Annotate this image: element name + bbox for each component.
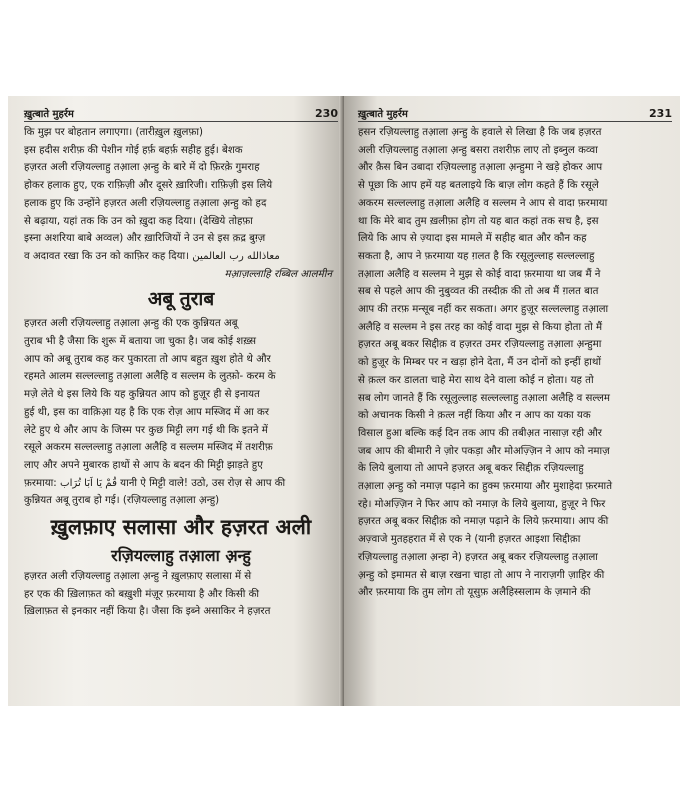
text-line: हज़रत अबू बकर सिद्दीक़ को नमाज़ पढ़ाने के लिये फ़रमाया। आप की: [358, 516, 609, 528]
text-line: अज़्वाजे मुतहहरात में से एक ने (यानी हज़रत आइशा सिद्दीक़ा: [358, 534, 581, 546]
text-line: रसूले अकरम सल्लल्लाहु तआ़ला अलैहि व सल्लम मस्जिद में तशरीफ़: [24, 442, 273, 454]
section-heading-abu-turab: अबू तुराब: [147, 288, 215, 311]
text-line: था कि मेरे बाद तुम ख़लीफ़ा होग तो यह बात कहां तक सच है, इस: [358, 215, 599, 227]
text-line: रहे। मोअज़्ज़िन ने फिर आप को नमाज़ के लिये बुलाया, हुज़ूर ने फिर: [358, 498, 606, 510]
text-line: और क़ैस बिन उबादा रज़ियल्लाहु तआ़ला अ़न्हुमा ने खड़े होकर आप: [358, 162, 603, 174]
text-line: रहमते आलम सल्लल्लाहु तआ़ला अलैहि व सल्लम के लुत्फ़ो- करम के: [24, 371, 276, 383]
section-heading-khulafa: ख़ुलफ़ाए सलासा और हज़रत अली: [50, 515, 312, 540]
text-line: अ़न्हु को इमामत से बाज़ रखना चाहा तो आप ने नाराज़गी ज़ाहिर की: [358, 569, 605, 581]
right-page-header: [358, 106, 672, 122]
text-line: आप की तरफ़ मन्सूब नहीं कर सकता। अगर हुज़ूर सल्लल्लाहु तआ़ला: [358, 304, 609, 316]
text-line: तुराब भी है जैसा कि शुरू में बताया जा चुका है। जब कोई शख़्स: [24, 336, 256, 348]
text-line: हर एक की ख़िलाफ़त को बख़ुशी मंज़ूर फ़रमाया है और किसी की: [24, 588, 260, 600]
text-line: अलैहि व सल्लम ने इस तरह का कोई वादा मुझ से किया होता तो मैं: [358, 321, 603, 333]
text-line: लाए और अपने मुबारक हाथों से आप के बदन की मिट्टी झाड़ते हुए: [24, 459, 263, 471]
text-line: हज़रत अबू बकर सिद्दीक़ व हज़रत उमर रज़ियल्लाहु तआ़ला अ़न्हुमा: [358, 339, 602, 351]
section-subheading: रज़ियल्लाहु तआ़ला अ़न्हु: [111, 546, 251, 566]
open-book: [8, 96, 680, 706]
right-text-block: [358, 124, 672, 602]
text-line: मज़े लेते थे इस लिये कि यह कुन्नियत आप को हुज़ूर ही से इनायत: [24, 389, 260, 401]
text-line: इस हदीस शरीफ़ की पेशीन गोई हर्फ़ बहर्फ़ सहीह हुई। बेशक: [24, 144, 243, 156]
left-page-header: [24, 106, 338, 122]
text-line: होकर हलाक हुए, एक राफ़िज़ी और दूसरे ख़ारिजी। राफ़िज़ी इस लिये: [24, 180, 273, 192]
text-line: हसन रज़ियल्लाहु तआ़ला अ़न्हु के हवाले से लिखा है कि जब हज़रत: [358, 127, 602, 138]
text-line: कि मुझ पर बोहतान लगाएगा। (तारीख़ुल ख़ुलफ़ा): [24, 127, 203, 138]
text-line: कुन्नियत अबू तुराब हो गई। (रज़ियल्लाहु तआ़ला अ़न्हु): [24, 495, 220, 507]
text-line: सकता है, आप ने फ़रमाया यह ग़लत है कि रसूलुल्लाह सल्लल्लाहु: [358, 250, 595, 262]
text-line: सब से पहले आप की नुबुव्वत की तस्दीक़ की तो अब मैं ग़लत बात: [358, 286, 599, 298]
text-line: आप को अबू तुराब कह कर पुकारता तो आप बहुत ख़ुश होते थे और: [24, 353, 271, 365]
right-page-number: 231: [649, 107, 672, 120]
attribution-line: मआ़ज़ल्लाहि रब्बिल आलमीन: [224, 268, 332, 280]
text-line: को अचानक किसी ने क़त्ल नहीं किया और न आप का यका यक: [358, 410, 591, 422]
right-header-title: ख़ुत्बाते मुहर्रम: [358, 109, 408, 120]
text-line: व अदावत रखा कि उन को काफ़िर कह दिया। معاذالله رب العالمین: [24, 250, 280, 262]
text-line: अकरम सल्लल्लाहु तआ़ला अलैहि व सल्लम ने आप से वादा फ़रमाया: [358, 197, 608, 209]
text-line: तआ़ला अलैहि व सल्लम ने मुझ से कोई वादा फ़रमाया था जब मैं ने: [358, 268, 601, 280]
left-text-block-b: [24, 315, 338, 510]
text-line: लिये कि आप से ज़्यादा इस मामले में सहीह बात और कौन कह: [358, 233, 587, 245]
text-line: से क़त्ल कर डालता चाहे मेरा साथ देने वाला कोई न होता। यह तो: [358, 374, 594, 386]
right-page: [344, 96, 680, 706]
text-line: और फ़रमाया कि तुम लोग तो यूसुफ़ अलैहिस्सलाम के ज़माने की: [358, 587, 591, 599]
text-line: इस्ना अशरिया बाबे अव्वल) और ख़ारिजियों ने उन से इस क़द्र बुग़्ज़: [24, 233, 266, 245]
left-page: [8, 96, 344, 706]
text-line: जब आप की बीमारी ने ज़ोर पकड़ा और मोअज़्ज़िन ने आप को नमाज़: [358, 445, 610, 457]
text-line: हज़रत अली रज़ियल्लाहु तआ़ला अ़न्हु के बारे में दो फ़िरक़े गुमराह: [24, 162, 260, 174]
text-line: के लिये बुलाया तो आपने हज़रत अबू बकर सिद्दीक़ रज़ियल्लाहु: [358, 463, 584, 475]
text-line: रज़ियल्लाहु तआ़ला अ़न्हा ने) हज़रत अबू बकर रज़ियल्लाहु तआ़ला: [358, 551, 598, 563]
text-line: सब लोग जानते हैं कि रसूलुल्लाह सल्लल्लाहु तआ़ला अलैहि व सल्लम: [358, 392, 610, 404]
text-line: अली रज़ियल्लाहु तआ़ला अ़न्हु बसरा तशरीफ़ लाए तो इब्नुल कव्वा: [358, 144, 598, 156]
text-line: हज़रत अली रज़ियल्लाहु तआ़ला अ़न्हु की एक कुन्नियत अबू: [24, 318, 238, 330]
left-text-block-a: [24, 124, 338, 283]
text-line: हलाक हुए कि उन्होंने हज़रत अली रज़ियल्लाहु तआ़ला अ़न्हु को हद: [24, 197, 267, 209]
text-line: हुई थी, इस का वाक़िआ़ यह है कि एक रोज़ आप मस्जिद में आ कर: [24, 406, 270, 418]
text-line: लेटे हुए थे और आप के जिस्म पर कुछ मिट्टी लग गई थी कि इतने में: [24, 424, 268, 436]
text-line: तआ़ला अ़न्हु को नमाज़ पढ़ाने का हुक्म फ़रमाया और मुशाहेदा फ़रमाते: [358, 481, 612, 493]
left-text-block-c: [24, 568, 338, 621]
left-header-title: ख़ुत्बाते मुहर्रम: [24, 109, 74, 120]
text-line: से पूछा कि आप हमें यह बतलाइये कि बाज़ लोग कहते हैं कि रसूले: [358, 180, 599, 192]
text-line: को हुज़ूर के मिम्बर पर न खड़ा होने देता, मैं उन दोनों को इन्हीं हाथों: [358, 357, 602, 369]
text-line: हज़रत अली रज़ियल्लाहु तआ़ला अ़न्हु ने ख़ुलफ़ाए सलासा में से: [24, 571, 252, 583]
text-line: फ़रमाया: قُمْ يَا اَبَا تُرَاب यानी ऐ मिट्टी वाले! उठो, उस रोज़ से आप की: [24, 477, 286, 489]
left-page-number: 230: [315, 107, 338, 120]
text-line: विसाल हुआ बल्कि कई दिन तक आप की तबीअ़त नासाज़ रही और: [358, 427, 602, 439]
text-line: से बढ़ाया, यहां तक कि उन को ख़ुदा कह दिया। (देखिये तोहफ़ा: [24, 215, 253, 227]
text-line: ख़िलाफ़त से इनकार नहीं किया है। जैसा कि इब्ने असाकिर ने हज़रत: [24, 606, 271, 618]
